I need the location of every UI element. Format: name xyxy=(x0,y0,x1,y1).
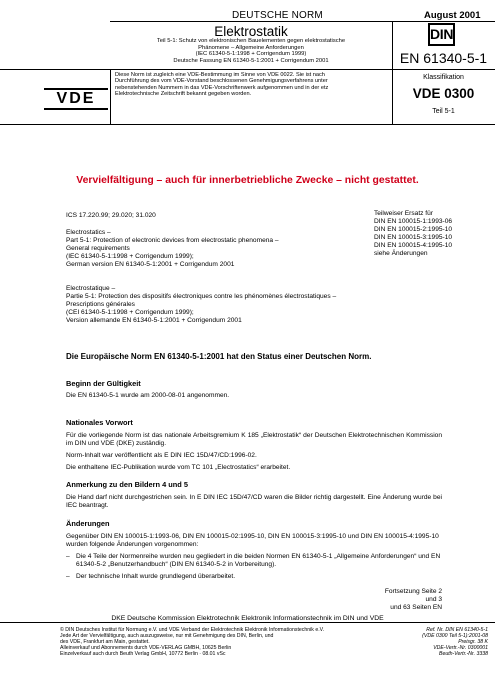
footer-copyright xyxy=(60,627,380,657)
divider xyxy=(110,69,111,124)
english-title-line: Part 5-1: Protection of electronic devices from electrostatic phenomena – xyxy=(66,237,279,244)
vde-logo-text: VDE xyxy=(56,90,96,107)
french-title-line: Version allemande EN 61340-5-1:2001 + Corrigendum 2001 xyxy=(66,317,242,324)
subtitle-line: Teil 5-1: Schutz von elektronischen Bauelementen gegen elektrostatische xyxy=(156,38,346,44)
french-title xyxy=(66,285,376,325)
english-title-line: General requirements xyxy=(66,245,130,252)
changes-intro: Gegenüber DIN EN 100015-1:1993-06, DIN EN 100015-02:1995-10, DIN EN 100015-3:1995-10 und DIN EN 100015-4:1995-10 wurden folgende Änderungen vorgenommen: xyxy=(66,533,439,548)
validity-heading: Beginn der Gültigkeit xyxy=(66,379,141,388)
english-title-line: (IEC 61340-5-1:1998 + Corrigendum 1999); xyxy=(66,253,194,260)
list-dash: – xyxy=(66,553,70,560)
footer-ref-line: (VDE 0300 Teil 5-1):2001-08 xyxy=(422,633,488,639)
footer-line: Jede Art der Vervielfältigung, auch auszugsweise, nur mit Genehmigung des DIN, Berlin, und xyxy=(60,633,274,639)
continuation-note xyxy=(374,588,442,612)
classification-label: Klassifikation xyxy=(423,74,464,81)
header-rule xyxy=(110,21,495,22)
replacement-line: DIN EN 100015-4:1995-10 xyxy=(374,242,453,249)
replacement-line: DIN EN 100015-2:1995-10 xyxy=(374,226,453,233)
din-logo: DIN xyxy=(428,23,455,46)
footer-ref-line: Preisgr. 38 K xyxy=(458,639,488,645)
replacement-list xyxy=(374,210,452,258)
vde-logo xyxy=(44,88,108,110)
changes-heading: Änderungen xyxy=(66,519,110,528)
subtitle-line: Deutsche Fassung EN 61340-5-1:2001 + Corrigendum 2001 xyxy=(173,57,329,64)
part-label: Teil 5-1 xyxy=(432,108,455,115)
footer-line: Einzelverkauf auch durch Beuth Verlag GmbH, 10772 Berlin · 08.01 vSc xyxy=(60,651,226,657)
validity-text: Die EN 61340-5-1 wurde am 2000-08-01 angenommen. xyxy=(66,392,230,399)
document-subtitle xyxy=(110,38,392,64)
copy-warning: Vervielfältigung – auch für innerbetriebliche Zwecke – nicht gestattet. xyxy=(76,175,419,186)
continuation-line: und 63 Seiten EN xyxy=(390,604,442,611)
foreword-para-3: Die enthaltene IEC-Publikation wurde vom TC 101 „Electrostatics“ erarbeitet. xyxy=(66,464,291,471)
committee-line: DKE Deutsche Kommission Elektrotechnik Elektronik Informationstechnik im DIN und VDE xyxy=(111,615,384,622)
notice-line: Elektrotechnische Zeitschrift bekannt gegeben worden. xyxy=(115,91,252,98)
foreword-para-2: Norm-Inhalt war veröffentlicht als E DIN IEC 15D/47/CD:1996-02. xyxy=(66,452,257,459)
english-title-line: German version EN 61340-5-1:2001 + Corrigendum 2001 xyxy=(66,261,235,268)
replacement-line: DIN EN 100015-1:1993-06 xyxy=(374,218,453,225)
changes-item xyxy=(66,573,442,581)
footer-reference xyxy=(370,627,488,657)
french-title-line: Electrostatique – xyxy=(66,285,116,292)
subtitle-line: (IEC 61340-5-1:1998 + Corrigendum 1999) xyxy=(195,51,307,58)
list-dash: – xyxy=(66,573,70,580)
footer-ref-line: Beuth-Vertr.-Nr. 3338 xyxy=(438,651,488,657)
divider xyxy=(0,69,495,70)
english-title-line: Electrostatics – xyxy=(66,229,111,236)
footer-ref-line: Ref. Nr. DIN EN 61340-5-1 xyxy=(426,627,488,633)
footer-line: © DIN Deutsches Institut für Normung e.V. und VDE Verband der Elektrotechnik Elektronik Informationstechnik e.V. xyxy=(60,627,325,633)
divider xyxy=(0,124,495,125)
continuation-line: Fortsetzung Seite 2 und 3 xyxy=(384,588,442,603)
french-title-line: Prescriptions générales xyxy=(66,301,135,308)
notice-line: Diese Norm ist zugleich eine VDE-Bestimmung im Sinne von VDE 0022. Sie ist nach xyxy=(115,72,325,78)
replacement-line: DIN EN 100015-3:1995-10 xyxy=(374,234,453,241)
english-title xyxy=(66,229,376,269)
din-number: EN 61340-5-1 xyxy=(399,50,488,66)
footer-line: des VDE, Frankfurt am Main, gestattet. xyxy=(60,639,150,645)
figures-note-heading: Anmerkung zu den Bildern 4 und 5 xyxy=(66,480,188,489)
changes-item-text: Die 4 Teile der Normenreihe wurden neu gegliedert in die beiden Normen EN 61340-5-1 „Allgemeine Anforderungen“ und EN 61340-5-2 „Benutzerhandbuch“ (DIN EN 61340-5-2 in Vorbereitung). xyxy=(76,553,441,568)
french-title-line: Partie 5-1: Protection des dispositifs électroniques contre les phénomènes électrostatiques – xyxy=(66,293,337,300)
changes-item-text: Der technische Inhalt wurde grundlegend überarbeitet. xyxy=(76,573,236,580)
replacement-line: siehe Änderungen xyxy=(374,250,428,257)
document-title: Elektrostatik xyxy=(214,24,288,39)
status-statement: Die Europäische Norm EN 61340-5-1:2001 hat den Status einer Deutschen Norm. xyxy=(66,352,372,361)
divider xyxy=(0,622,495,623)
classification-number: VDE 0300 xyxy=(412,86,475,101)
foreword-para-1: Für die vorliegende Norm ist das nationale Arbeitsgremium K 185 „Elektrostatik“ der Deutschen Elektrotechnischen Kommission im DIN und VDE (DKE) zuständig. xyxy=(66,432,442,447)
changes-item xyxy=(66,553,442,569)
french-title-line: (CEI 61340-5-1:1998 + Corrigendum 1999); xyxy=(66,309,194,316)
foreword-heading: Nationales Vorwort xyxy=(66,418,133,427)
figures-note-text: Die Hand darf nicht durchgestrichen sein. In E DIN IEC 15D/47/CD waren die Bilder richtig dargestellt. Eine Änderung wurde bei IEC beantragt. xyxy=(66,494,442,509)
subtitle-line: Phänomene – Allgemeine Anforderungen xyxy=(198,44,304,51)
footer-ref-line: VDE-Vertr.-Nr. 0300001 xyxy=(433,645,488,651)
replacement-line: Teilweiser Ersatz für xyxy=(374,210,433,217)
notice-line: nebenstehenden Nummern in das VDE-Vorschriftenwerk aufgenommen und in der etz xyxy=(115,84,329,91)
publication-date: August 2001 xyxy=(424,10,481,21)
norm-label: DEUTSCHE NORM xyxy=(232,10,323,21)
vde-notice xyxy=(115,72,387,98)
ics-codes: ICS 17.220.99; 29.020; 31.020 xyxy=(66,212,156,219)
notice-line: Durchführung des vom VDE-Vorstand beschlossenen Genehmigungsverfahrens unter xyxy=(115,78,328,85)
footer-line: Alleinverkauf und Abonnements durch VDE-VERLAG GMBH, 10625 Berlin xyxy=(60,645,232,651)
